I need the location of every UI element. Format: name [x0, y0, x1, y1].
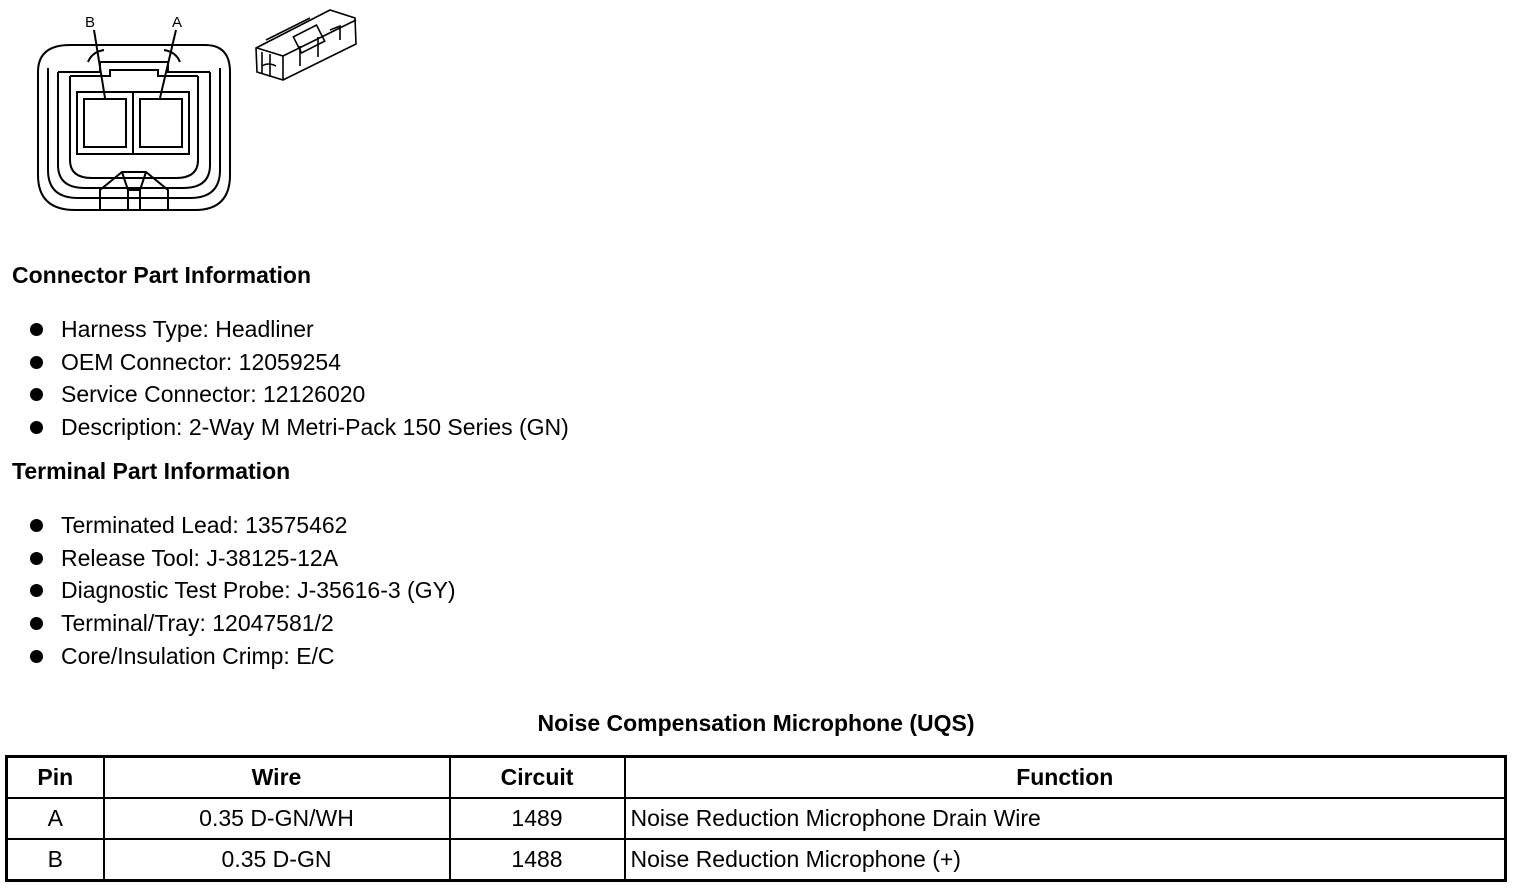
pinout-table	[5, 755, 1507, 882]
header-pin: Pin	[7, 757, 104, 799]
bullet-icon	[30, 617, 43, 630]
header-circuit: Circuit	[450, 757, 625, 799]
bullet-icon	[30, 650, 43, 663]
bullet-icon	[30, 323, 43, 336]
bullet-icon	[30, 519, 43, 532]
header-wire: Wire	[104, 757, 450, 799]
pin-b-label: B	[85, 14, 96, 31]
table-header-row	[7, 757, 1506, 799]
cell-function: Noise Reduction Microphone Drain Wire	[625, 798, 1506, 839]
bullet-icon	[30, 552, 43, 565]
terminal-part-heading: Terminal Part Information	[12, 458, 291, 484]
list-item: Service Connector: 12126020	[30, 378, 569, 411]
list-item: Diagnostic Test Probe: J-35616-3 (GY)	[30, 574, 456, 607]
bullet-icon	[30, 421, 43, 434]
bullet-icon	[30, 584, 43, 597]
list-item: Release Tool: J-38125-12A	[30, 542, 456, 575]
bullet-icon	[30, 388, 43, 401]
cell-pin: A	[7, 798, 104, 839]
cell-wire: 0.35 D-GN	[104, 839, 450, 881]
cell-wire: 0.35 D-GN/WH	[104, 798, 450, 839]
list-item: OEM Connector: 12059254	[30, 346, 569, 379]
bullet-icon	[30, 356, 43, 369]
terminal-part-list	[30, 509, 456, 672]
cell-function: Noise Reduction Microphone (+)	[625, 839, 1506, 881]
table-row	[7, 798, 1506, 839]
list-item: Description: 2-Way M Metri-Pack 150 Series (GN)	[30, 411, 569, 444]
table-title: Noise Compensation Microphone (UQS)	[537, 710, 975, 736]
cell-circuit: 1488	[450, 839, 625, 881]
pin-a-label: A	[172, 14, 183, 31]
list-item: Core/Insulation Crimp: E/C	[30, 640, 456, 673]
cell-pin: B	[7, 839, 104, 881]
table-row	[7, 839, 1506, 881]
connector-isometric-icon	[256, 10, 356, 80]
list-item: Terminal/Tray: 12047581/2	[30, 607, 456, 640]
header-function: Function	[625, 757, 1506, 799]
connector-part-heading: Connector Part Information	[12, 262, 312, 288]
connector-part-list	[30, 313, 569, 444]
list-item: Terminated Lead: 13575462	[30, 509, 456, 542]
connector-face-diagram	[0, 0, 370, 220]
list-item: Harness Type: Headliner	[30, 313, 569, 346]
cell-circuit: 1489	[450, 798, 625, 839]
